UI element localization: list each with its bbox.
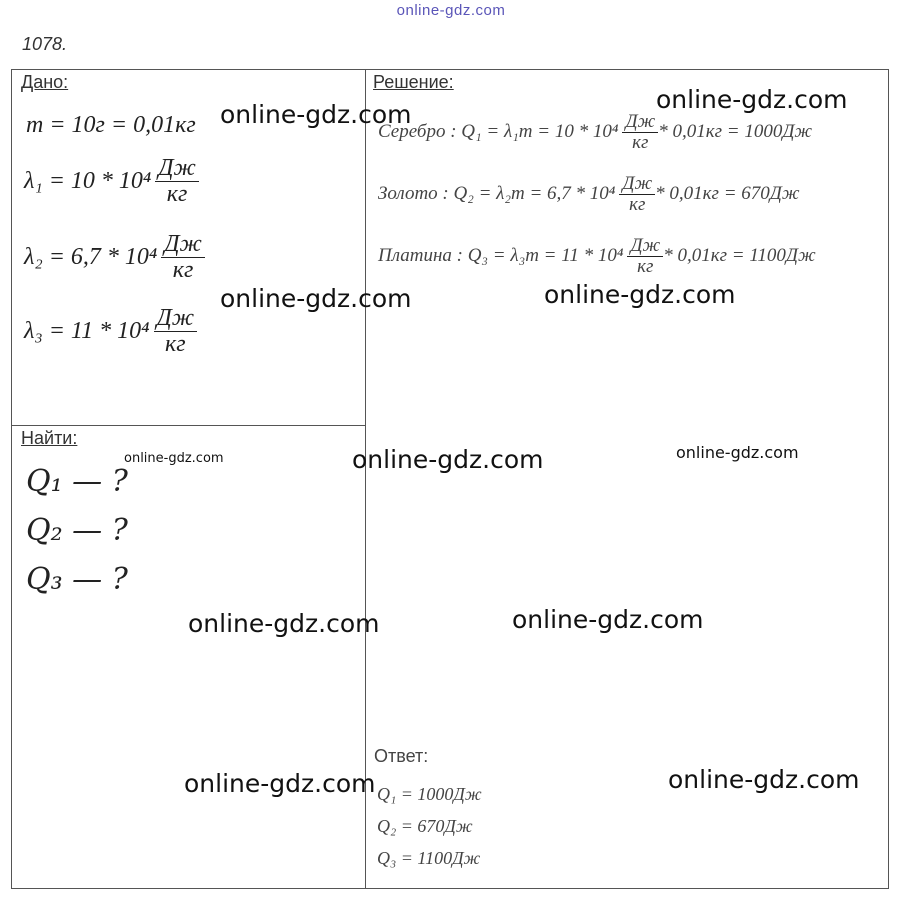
watermark: online-gdz.com (656, 85, 848, 114)
unit-denominator: кг (632, 131, 649, 153)
answer-q2: Q₂ = 670Дж (377, 816, 473, 836)
watermark: online-gdz.com (544, 280, 736, 309)
solution-label: Решение: (373, 72, 454, 92)
given-lambda2 (24, 232, 205, 283)
answer-q3: Q₃ = 1100Дж (377, 848, 481, 868)
platinum-unit (627, 236, 663, 277)
given-lambda3 (24, 306, 197, 357)
watermark: online-gdz.com (124, 451, 224, 466)
lambda2-unit (161, 232, 205, 283)
watermark: online-gdz.com (352, 445, 544, 474)
lambda2-value: λ₂ = 6,7 * 10⁴ (24, 244, 158, 271)
given-label: Дано: (21, 72, 69, 92)
find-q3: Q₃ — ? (26, 562, 128, 597)
watermark: online-gdz.com (676, 443, 799, 462)
watermark: online-gdz.com (512, 605, 704, 634)
given-mass: m = 10г = 0,01кг (26, 112, 196, 138)
gold-left: Золото : Q₂ = λ₂m = 6,7 * 10⁴ (378, 183, 616, 205)
unit-denominator: кг (629, 193, 646, 215)
unit-denominator: кг (637, 255, 654, 277)
answer-q1: Q₁ = 1000Дж (377, 784, 482, 804)
watermark: online-gdz.com (220, 100, 412, 129)
gold-right: * 0,01кг = 670Дж (655, 183, 800, 205)
unit-denominator: кг (166, 181, 188, 208)
platinum-left: Платина : Q₃ = λ₃m = 11 * 10⁴ (378, 245, 624, 267)
unit-numerator: Дж (161, 232, 205, 258)
answer-label: Ответ: (374, 746, 429, 766)
solution-gold (378, 174, 800, 215)
watermark: online-gdz.com (668, 765, 860, 794)
watermark: online-gdz.com (184, 769, 376, 798)
watermark: online-gdz.com (220, 284, 412, 313)
given-lambda1 (24, 156, 199, 207)
lambda3-value: λ₃ = 11 * 10⁴ (24, 318, 150, 345)
find-q1: Q₁ — ? (26, 464, 128, 499)
lambda1-unit (155, 156, 199, 207)
silver-unit (622, 112, 658, 153)
gold-unit (619, 174, 655, 215)
lambda3-unit (154, 306, 198, 357)
unit-denominator: кг (172, 257, 194, 284)
unit-numerator: Дж (622, 112, 658, 133)
platinum-right: * 0,01кг = 1100Дж (663, 245, 816, 267)
silver-right: * 0,01кг = 1000Дж (658, 121, 813, 143)
unit-numerator: Дж (619, 174, 655, 195)
unit-numerator: Дж (155, 156, 199, 182)
find-label: Найти: (21, 428, 78, 448)
lambda1-value: λ₁ = 10 * 10⁴ (24, 168, 152, 195)
find-q2: Q₂ — ? (26, 513, 128, 548)
problem-number: 1078. (22, 34, 68, 54)
watermark: online-gdz.com (188, 609, 380, 638)
solution-silver (378, 112, 812, 153)
solution-platinum (378, 236, 816, 277)
unit-numerator: Дж (154, 306, 198, 332)
unit-numerator: Дж (627, 236, 663, 257)
unit-denominator: кг (165, 331, 186, 358)
silver-left: Серебро : Q₁ = λ₁m = 10 * 10⁴ (378, 121, 619, 143)
site-title: online-gdz.com (396, 2, 506, 19)
